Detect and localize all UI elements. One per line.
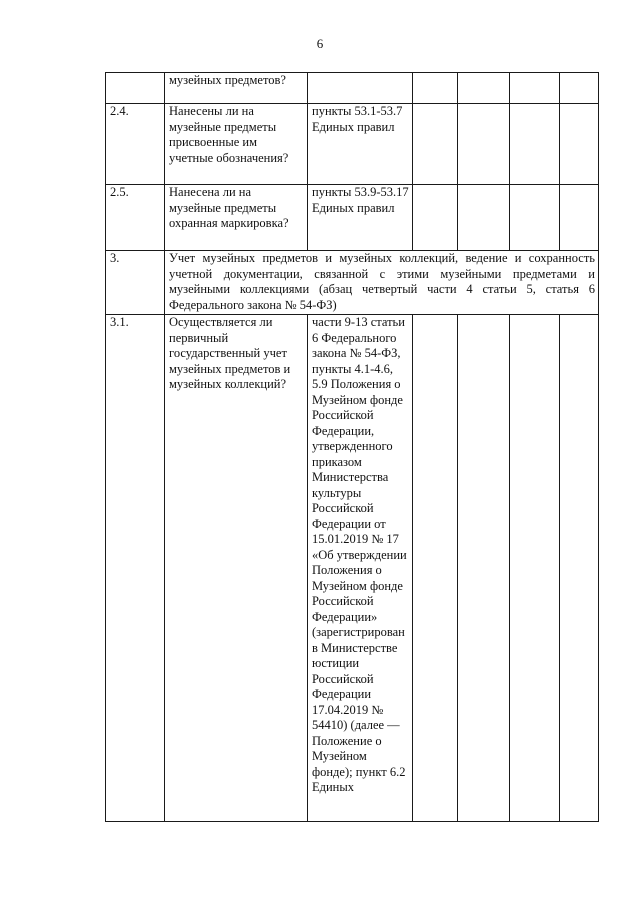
answer-cell xyxy=(413,315,458,822)
answer-cell xyxy=(560,104,599,185)
table-row-3-1 xyxy=(106,315,599,822)
item-number-cell: 3.1. xyxy=(106,315,165,822)
answer-cell xyxy=(560,315,599,822)
reference-cell: пункты 53.1-53.7 Единых правил xyxy=(308,104,413,185)
reference-cell: части 9-13 статьи 6 Федерального закона № 54-ФЗ, пункты 4.1-4.6, 5.9 Положения о Музейном фонде Российской Федерации, утвержденного приказом Министерства культуры Российской Федерации от 15.01.2019 № 17 «Об утверждении Положения о Музейном фонде Российской Федерации» (зарегистрирован в Министерстве юстиции Российской Федерации 17.04.2019 № 54410) (далее — Положение о Музейном фонде); пункт 6.2 Единых xyxy=(308,315,413,822)
answer-cell xyxy=(413,73,458,104)
question-cell: Нанесена ли на музейные предметы охранная маркировка? xyxy=(165,185,308,251)
answer-cell xyxy=(510,73,560,104)
reference-cell: пункты 53.9-53.17 Единых правил xyxy=(308,185,413,251)
answer-cell xyxy=(510,315,560,822)
item-number-cell xyxy=(106,73,165,104)
answer-cell xyxy=(510,185,560,251)
item-number-cell: 2.4. xyxy=(106,104,165,185)
table-row-continuation xyxy=(106,73,599,104)
answer-cell xyxy=(413,185,458,251)
table-row-2-5 xyxy=(106,185,599,251)
question-cell: Нанесены ли на музейные предметы присвоенные им учетные обозначения? xyxy=(165,104,308,185)
item-number-cell: 2.5. xyxy=(106,185,165,251)
answer-cell xyxy=(510,104,560,185)
question-cell: Осуществляется ли первичный государственный учет музейных предметов и музейных коллекций? xyxy=(165,315,308,822)
answer-cell xyxy=(458,73,510,104)
section-number-cell: 3. xyxy=(106,251,165,315)
answer-cell xyxy=(560,185,599,251)
answer-cell xyxy=(458,315,510,822)
answer-cell xyxy=(560,73,599,104)
checklist-table xyxy=(105,72,599,822)
section-row-3 xyxy=(106,251,599,315)
reference-cell xyxy=(308,73,413,104)
answer-cell xyxy=(458,104,510,185)
table-row-2-4 xyxy=(106,104,599,185)
answer-cell xyxy=(458,185,510,251)
question-cell: музейных предметов? xyxy=(165,73,308,104)
section-title-cell: Учет музейных предметов и музейных коллекций, ведение и сохранность учетной документации, связанной с этими музейными предметами и музейными коллекциями (абзац четвертый части 4 статьи 5, статья 6 Федерального закона № 54-ФЗ) xyxy=(165,251,599,315)
answer-cell xyxy=(413,104,458,185)
page-number: 6 xyxy=(316,36,324,51)
